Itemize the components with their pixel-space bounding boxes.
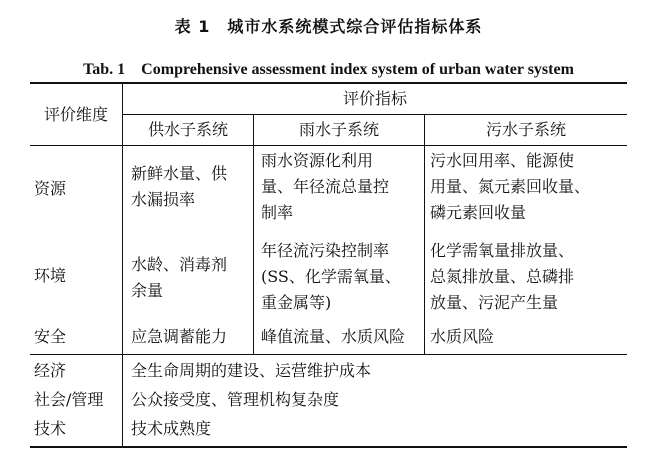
- row-environment-dimension: 环境: [34, 266, 67, 285]
- table-caption-chinese: 表 1 城市水系统模式综合评估指标体系: [174, 17, 483, 36]
- row-technology-dimension: 技术: [34, 419, 67, 438]
- header-bottom-rule: [30, 145, 627, 146]
- header-indicators: 评价指标: [342, 89, 407, 108]
- header-dimension: 评价维度: [43, 105, 108, 124]
- shared-rows-rule: [30, 354, 627, 355]
- row-safety-rain: 峰值流量、水质风险: [261, 327, 406, 346]
- top-rule: [30, 82, 627, 84]
- col-divider-supply: [253, 115, 254, 354]
- row-resource-dimension: 资源: [34, 179, 67, 198]
- row-safety-sewage: 水质风险: [430, 327, 495, 346]
- row-environment-rain: 年径流污染控制率 (SS、化学需氧量、 重金属等): [261, 241, 401, 312]
- header-supply: 供水子系统: [147, 120, 228, 139]
- row-environment-sewage: 化学需氧量排放量、 总氮排放量、总磷排 放量、污泥产生量: [430, 241, 575, 312]
- row-environment-supply: 水龄、消毒剂 余量: [131, 255, 228, 300]
- row-safety-dimension: 安全: [34, 327, 67, 346]
- header-sewage: 污水子系统: [485, 120, 566, 139]
- row-social-value: 公众接受度、管理机构复杂度: [131, 390, 340, 409]
- row-economy-value: 全生命周期的建设、运营维护成本: [131, 361, 372, 380]
- row-resource-sewage: 污水回用率、能源使 用量、氮元素回收量、 磷元素回收量: [430, 151, 591, 222]
- col-divider-rain: [424, 115, 425, 354]
- header-mid-rule: [122, 114, 627, 115]
- row-economy-dimension: 经济: [34, 361, 67, 380]
- row-resource-supply: 新鲜水量、供 水漏损率: [131, 164, 228, 209]
- row-resource-rain: 雨水资源化利用 量、年径流总量控 制率: [261, 151, 390, 222]
- row-social-dimension: 社会/管理: [34, 390, 104, 409]
- table-caption-english: Tab. 1 Comprehensive assessment index system of urban water system: [83, 61, 574, 78]
- header-rain: 雨水子系统: [298, 120, 379, 139]
- row-safety-supply: 应急调蓄能力: [131, 327, 228, 346]
- row-technology-value: 技术成熟度: [131, 419, 212, 438]
- bottom-rule: [30, 446, 627, 448]
